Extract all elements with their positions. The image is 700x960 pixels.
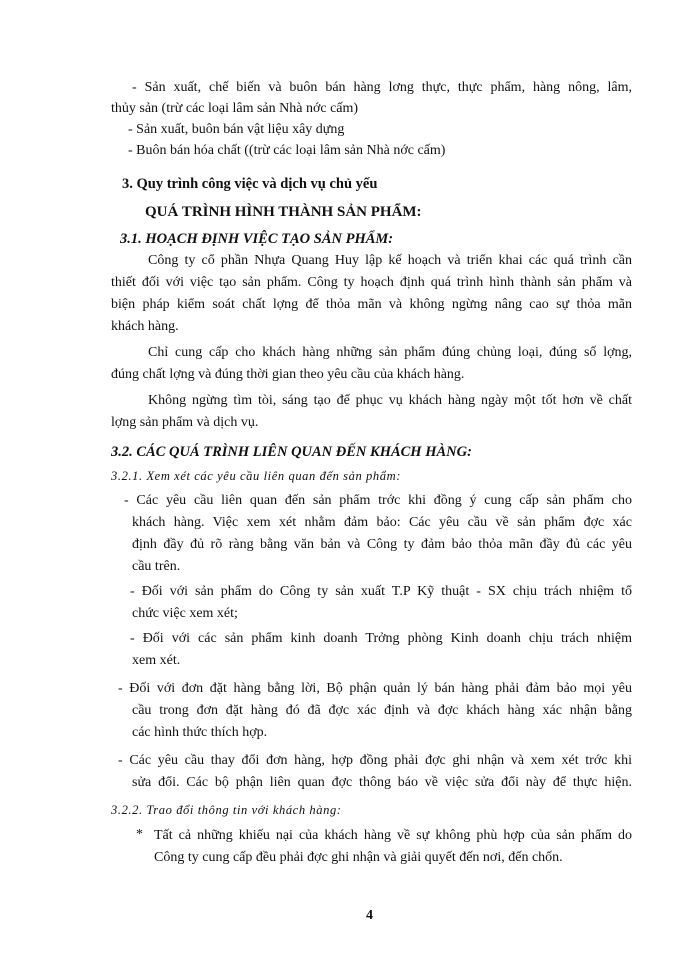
b322-1-line-1: Tất cả những khiếu nại của khách hàng về sự không phù hợp của sản phẩm do xyxy=(154,828,632,843)
page-number: 4 xyxy=(366,908,373,923)
b321-3-line-1: - Đối với các sản phẩm kinh doanh Trởng phòng Kinh doanh chịu trách nhiệm xyxy=(130,631,632,646)
p31-1-line-1: Công ty cổ phần Nhựa Quang Huy lập kế hoạch và triển khai các quá trình cần xyxy=(148,253,632,268)
b321-5-line-1: - Các yêu cầu thay đổi đơn hàng, hợp đồng phải đợc ghi nhận và xem xét trớc khi xyxy=(118,753,632,768)
p31-2-line-2: đúng chất lợng và đúng thời gian theo yêu cầu của khách hàng. xyxy=(111,367,465,382)
heading-3-2: 3.2. CÁC QUÁ TRÌNH LIÊN QUAN ĐẾN KHÁCH HÀNG: xyxy=(111,444,472,460)
b321-4-line-2: cầu trong đơn đặt hàng đó đã đợc xác định và đợc khách hàng xác nhận bằng xyxy=(132,703,632,718)
heading-3-2-1: 3.2.1. Xem xét các yêu cầu liên quan đến sản phẩm: xyxy=(111,469,401,483)
b321-3-line-2: xem xét. xyxy=(132,653,181,668)
b321-1-line-2: khách hàng. Việc xem xét nhằm đảm bảo: Các yêu cầu về sản phẩm đợc xác xyxy=(132,515,632,530)
b321-1-line-3: định đầy đủ rõ ràng bằng văn bản và Công ty đảm bảo thỏa mãn đầy đủ các yêu xyxy=(132,537,632,552)
p31-3-line-2: lợng sản phẩm và dịch vụ. xyxy=(111,415,259,430)
heading-3-1: 3.1. HOẠCH ĐỊNH VIỆC TẠO SẢN PHẨM: xyxy=(120,231,394,247)
p31-1-line-2: thiết đối với việc tạo sản phẩm. Công ty hoạch định quá trình hình thành sản phẩm và xyxy=(111,275,632,290)
section-3-title: 3. Quy trình công việc và dịch vụ chủ yếu xyxy=(122,176,378,192)
intro-line-1: - Sản xuất, chế biến và buôn bán hàng lơng thực, thực phẩm, hàng nông, lâm, xyxy=(132,80,632,95)
b321-4-line-3: các hình thức thích hợp. xyxy=(132,725,268,740)
intro-line-3: - Sản xuất, buôn bán vật liệu xây dựng xyxy=(128,122,345,137)
p31-1-line-4: khách hàng. xyxy=(111,319,179,334)
star-bullet: * xyxy=(136,827,143,842)
b321-2-line-1: - Đối với sản phẩm do Công ty sản xuất T.P Kỹ thuật - SX chịu trách nhiệm tổ xyxy=(130,584,632,599)
b321-2-line-2: chức việc xem xét; xyxy=(132,606,238,621)
p31-3-line-1: Không ngừng tìm tòi, sáng tạo để phục vụ khách hàng ngày một tốt hơn về chất xyxy=(148,393,632,408)
p31-2-line-1: Chỉ cung cấp cho khách hàng những sản phẩm đúng chủng loại, đúng số lợng, xyxy=(148,345,632,360)
heading-3-2-2: 3.2.2. Trao đổi thông tin với khách hàng: xyxy=(111,803,342,817)
p31-1-line-3: biện pháp kiểm soát chất lợng để thỏa mãn và không ngừng nâng cao sự thỏa mãn xyxy=(111,297,632,312)
intro-line-4: - Buôn bán hóa chất ((trừ các loại lâm sản Nhà nớc cấm) xyxy=(128,143,446,158)
b321-1-line-4: cầu trên. xyxy=(132,559,181,574)
section-3-subtitle: QUÁ TRÌNH HÌNH THÀNH SẢN PHẨM: xyxy=(145,204,422,220)
b321-4-line-1: - Đối với đơn đặt hàng bằng lời, Bộ phận quản lý bán hàng phải đảm bảo mọi yêu xyxy=(118,681,632,696)
b321-1-line-1: - Các yêu cầu liên quan đến sản phẩm trớc khi đồng ý cung cấp sản phẩm cho xyxy=(124,493,632,508)
b322-1-line-2: Công ty cung cấp đều phải đợc ghi nhận và giải quyết đến nơi, đến chốn. xyxy=(154,850,563,865)
intro-line-2: thủy sản (trừ các loại lâm sản Nhà nớc cấm) xyxy=(111,101,359,116)
b321-5-line-2: sửa đổi. Các bộ phận liên quan đợc thông báo về việc sửa đổi này để thực hiện. xyxy=(132,775,632,790)
